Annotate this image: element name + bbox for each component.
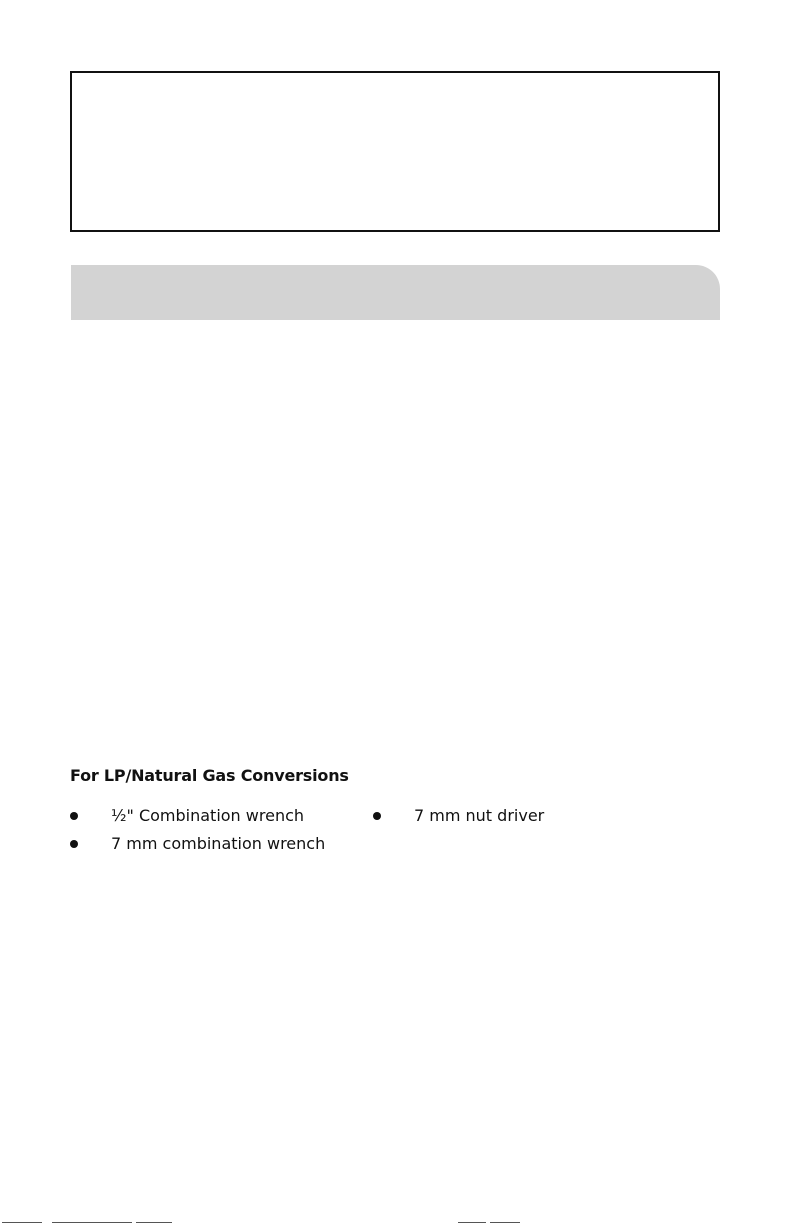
bullet-icon — [70, 840, 78, 848]
page-edge-marks — [0, 1219, 793, 1225]
lp-natural-gas-subheading: For LP/Natural Gas Conversions — [70, 766, 349, 785]
notice-box — [70, 71, 720, 232]
bullet-icon — [70, 812, 78, 820]
section-header-bar — [71, 265, 720, 320]
tool-label: 7 mm combination wrench — [111, 834, 326, 853]
tool-label: 7 mm nut driver — [414, 806, 545, 825]
tool-label: ½" Combination wrench — [111, 806, 305, 825]
bullet-icon — [373, 812, 381, 820]
